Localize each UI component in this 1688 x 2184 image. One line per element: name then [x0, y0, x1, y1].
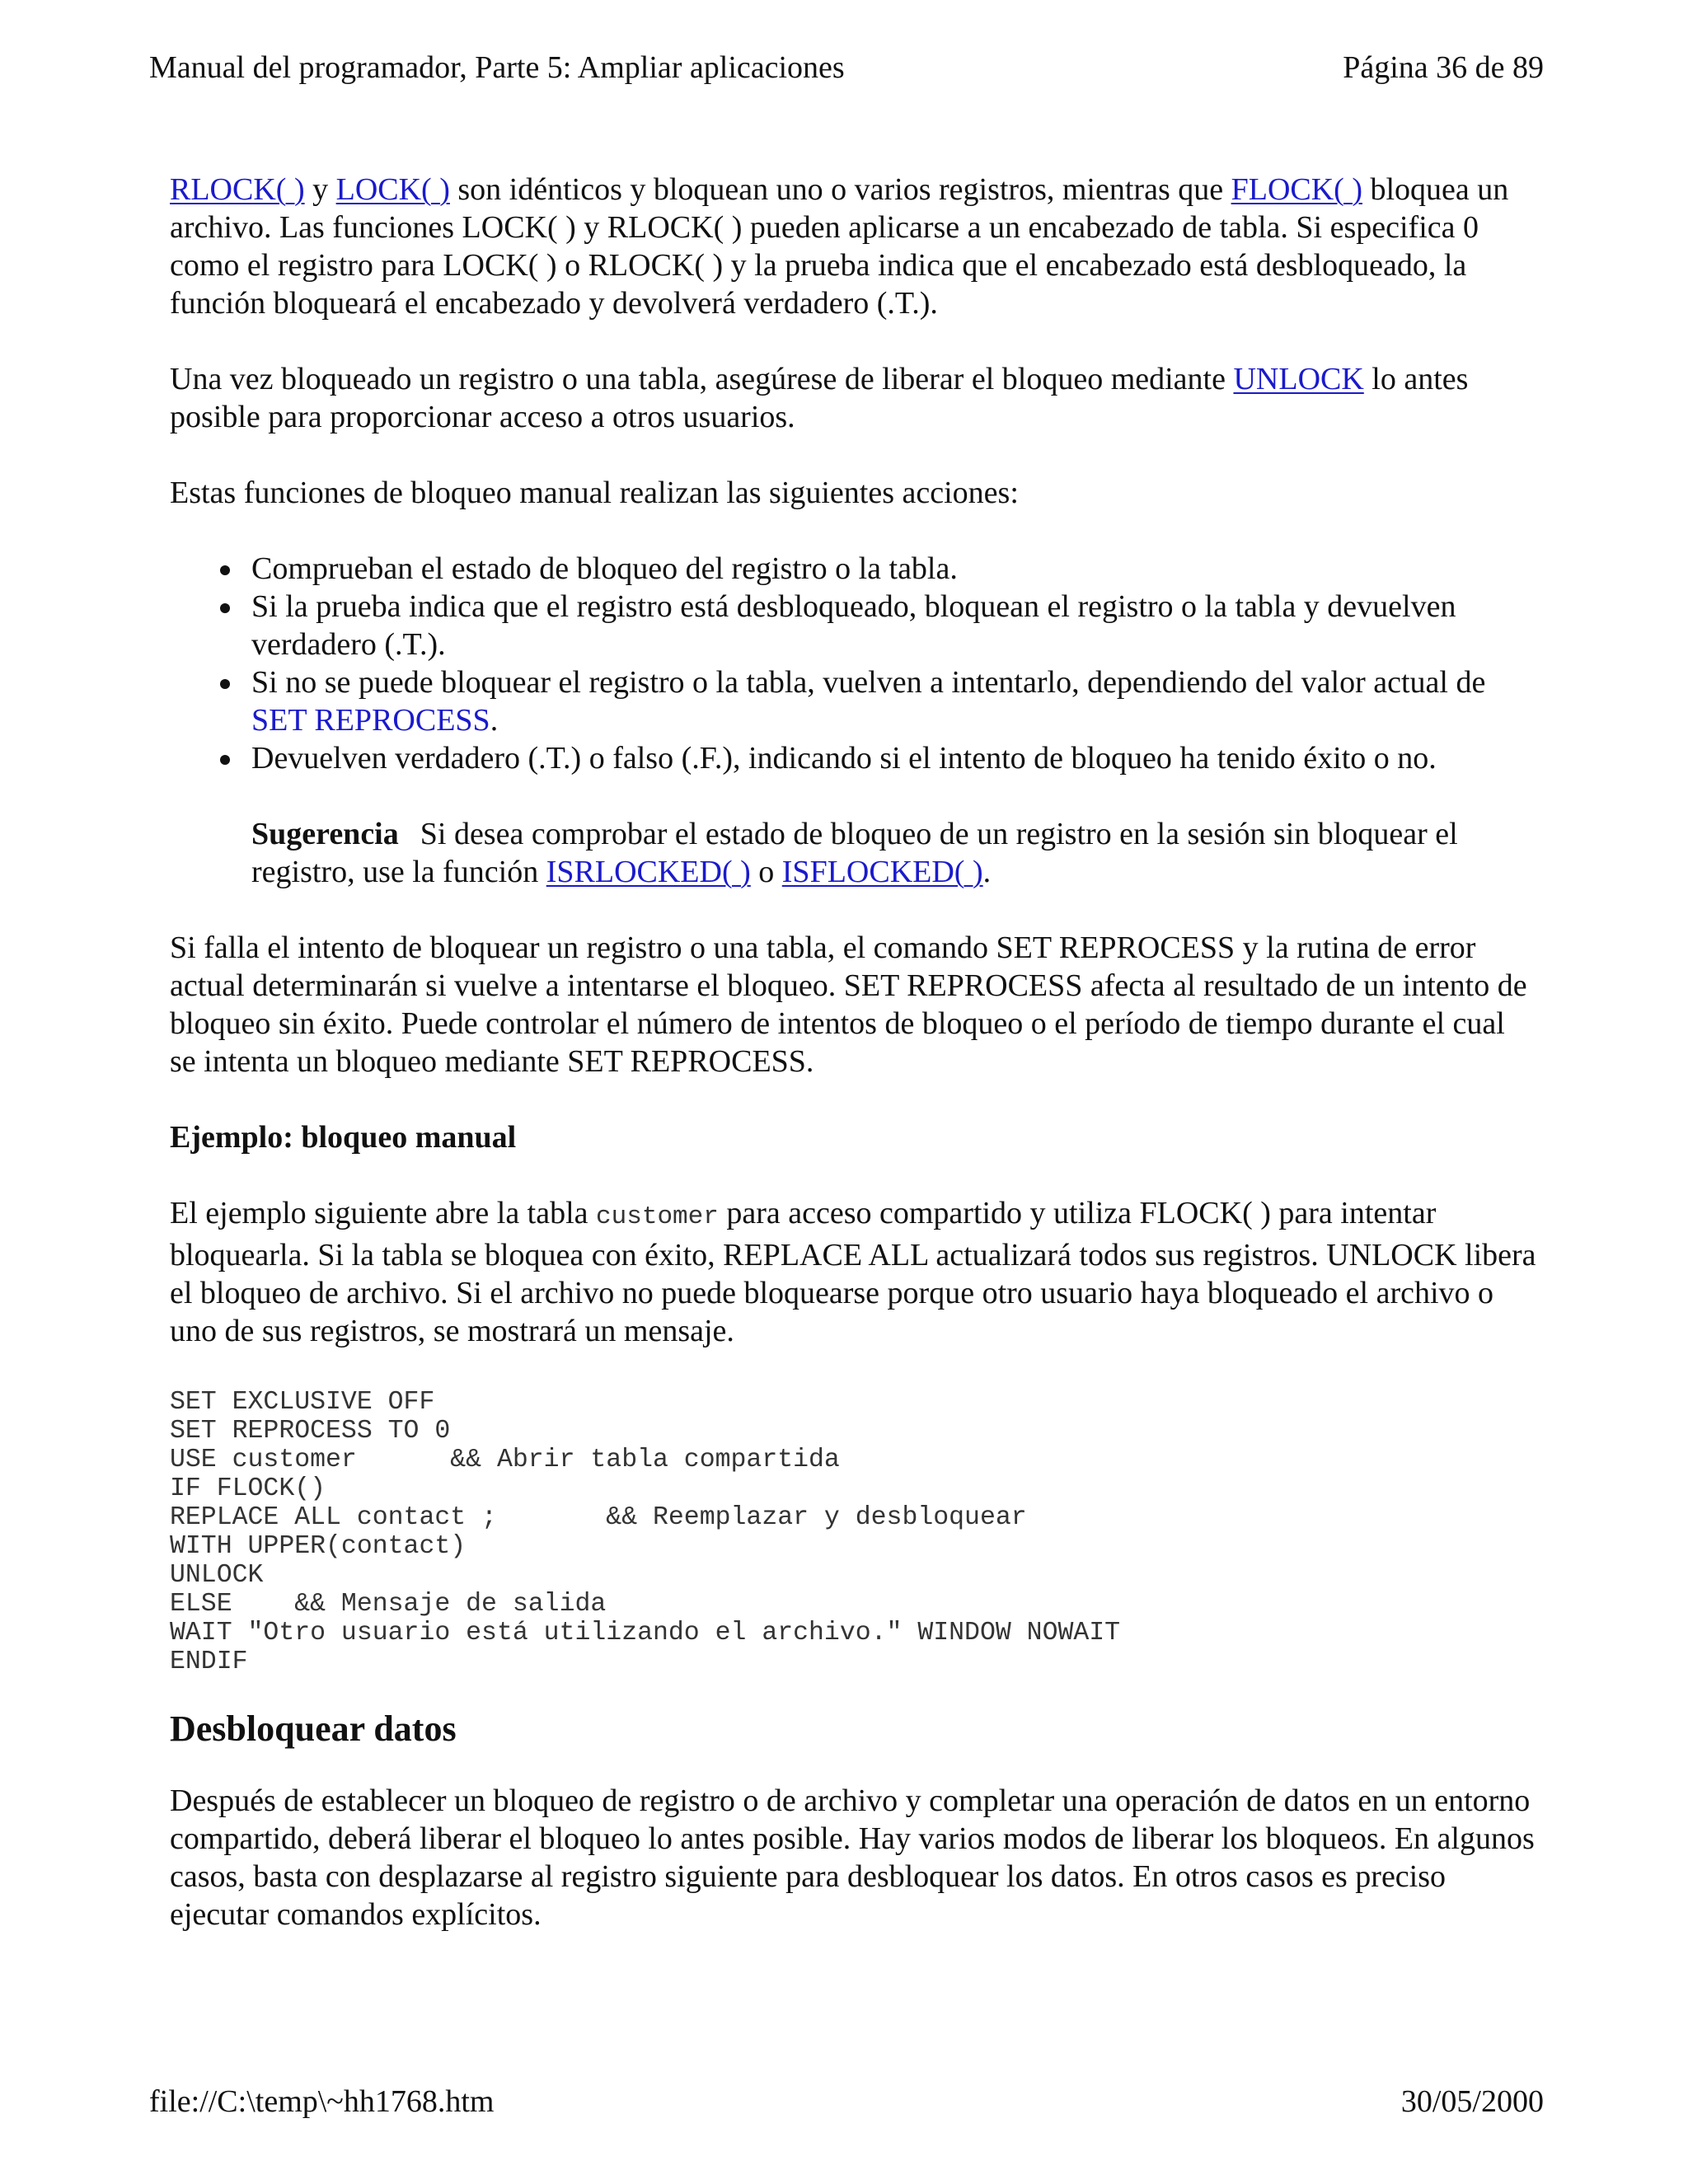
- paragraph-text: para acceso compartido y utiliza FLOCK( ) para intentar bloquearla. Si la tabla se bloquea con éxito, REPLACE ALL actualizará todos sus registros. UNLOCK libera el bloqueo de archivo. Si el archivo no puede bloquearse porque otro usuario haya bloqueado el archivo o uno de sus registros, se mostrará un mensaje.: [170, 1196, 1536, 1348]
- footer-file-path: file://C:\temp\~hh1768.htm: [149, 2084, 495, 2119]
- paragraph-text: y: [304, 172, 336, 207]
- list-item: Devuelven verdadero (.T.) o falso (.F.), indicando si el intento de bloqueo ha tenido éxito o no.: [251, 739, 1538, 777]
- paragraph-lock-functions: [170, 171, 1538, 322]
- paragraph-text: lo antes posible para proporcionar acceso a otros usuarios.: [170, 362, 1469, 434]
- link-isflocked[interactable]: ISFLOCKED( ): [781, 855, 983, 889]
- link-set-reprocess[interactable]: SET REPROCESS: [251, 703, 490, 738]
- list-item-text: Si no se puede bloquear el registro o la tabla, vuelven a intentarlo, dependiendo del valor actual de: [251, 665, 1486, 700]
- link-lock[interactable]: LOCK( ): [335, 172, 450, 207]
- tip-label: Sugerencia: [251, 817, 399, 851]
- list-item-text: .: [490, 703, 499, 738]
- link-isrlocked[interactable]: ISRLOCKED( ): [546, 855, 751, 889]
- list-item: [251, 663, 1538, 739]
- actions-list: [170, 550, 1538, 777]
- document-body: [170, 171, 1538, 1971]
- list-item: Si la prueba indica que el registro está desbloqueado, bloquean el registro o la tabla y devuelven verdadero (.T.).: [251, 588, 1538, 663]
- header-page-number: Página 36 de 89: [1343, 50, 1544, 85]
- paragraph-unlock-data: Después de establecer un bloqueo de registro o de archivo y completar una operación de datos en un entorno compartido, deberá liberar el bloqueo lo antes posible. Hay varios modos de liberar los bloqueos. En algunos casos, basta con desplazarse al registro siguiente para desbloquear los datos. En otros casos es preciso ejecutar comandos explícitos.: [170, 1783, 1535, 1932]
- footer-date: 30/05/2000: [1400, 2084, 1544, 2119]
- tip-text: .: [982, 855, 992, 889]
- page-header: [149, 48, 1544, 87]
- code-block: SET EXCLUSIVE OFF SET REPROCESS TO 0 USE customer && Abrir tabla compartida IF FLOCK() REPLACE ALL contact ; && Reemplazar y desbloquear WITH UPPER(contact) UNLOCK ELSE && Mensaje de salida WAIT "Otro usuario está utilizando el archivo." WINDOW NOWAIT ENDIF: [170, 1388, 1121, 1676]
- paragraph-actions-intro: Estas funciones de bloqueo manual realizan las siguientes acciones:: [170, 476, 1019, 510]
- page-footer: [149, 2082, 1544, 2121]
- link-flock[interactable]: FLOCK( ): [1231, 172, 1362, 207]
- section-heading: Desbloquear datos: [170, 1708, 457, 1749]
- paragraph-unlock: [170, 360, 1538, 436]
- paragraph-text: Una vez bloqueado un registro o una tabla, asegúrese de liberar el bloqueo mediante: [170, 362, 1234, 396]
- paragraph-text: El ejemplo siguiente abre la tabla: [170, 1196, 597, 1230]
- header-title: Manual del programador, Parte 5: Ampliar aplicaciones: [149, 50, 845, 85]
- example-heading: Ejemplo: bloqueo manual: [170, 1120, 517, 1155]
- tip-note: [251, 815, 1538, 891]
- paragraph-set-reprocess: Si falla el intento de bloquear un registro o una tabla, el comando SET REPROCESS y la rutina de error actual determinarán si vuelve a intentarse el bloqueo. SET REPROCESS afecta al resultado de un intento de bloqueo sin éxito. Puede controlar el número de intentos de bloqueo o el período de tiempo durante el cual se intenta un bloqueo mediante SET REPROCESS.: [170, 930, 1527, 1079]
- link-unlock[interactable]: UNLOCK: [1233, 362, 1364, 396]
- list-item: Comprueban el estado de bloqueo del registro o la tabla.: [251, 550, 1538, 588]
- link-rlock[interactable]: RLOCK( ): [170, 172, 305, 207]
- paragraph-example-description: [170, 1194, 1538, 1350]
- paragraph-text: bloquea un archivo. Las funciones LOCK( ) y RLOCK( ) pueden aplicarse a un encabezado de tabla. Si especifica 0 como el registro para LOCK( ) o RLOCK( ) y la prueba indica que el encabezado está desbloqueado, la función bloqueará el encabezado y devolverá verdadero (.T.).: [170, 172, 1509, 321]
- inline-code: customer: [596, 1202, 719, 1231]
- paragraph-text: son idénticos y bloquean uno o varios registros, mientras que: [449, 172, 1231, 207]
- tip-text: Si desea comprobar el estado de bloqueo de un registro en la sesión sin bloquear el registro, use la función: [251, 817, 1458, 889]
- tip-text: o: [750, 855, 782, 889]
